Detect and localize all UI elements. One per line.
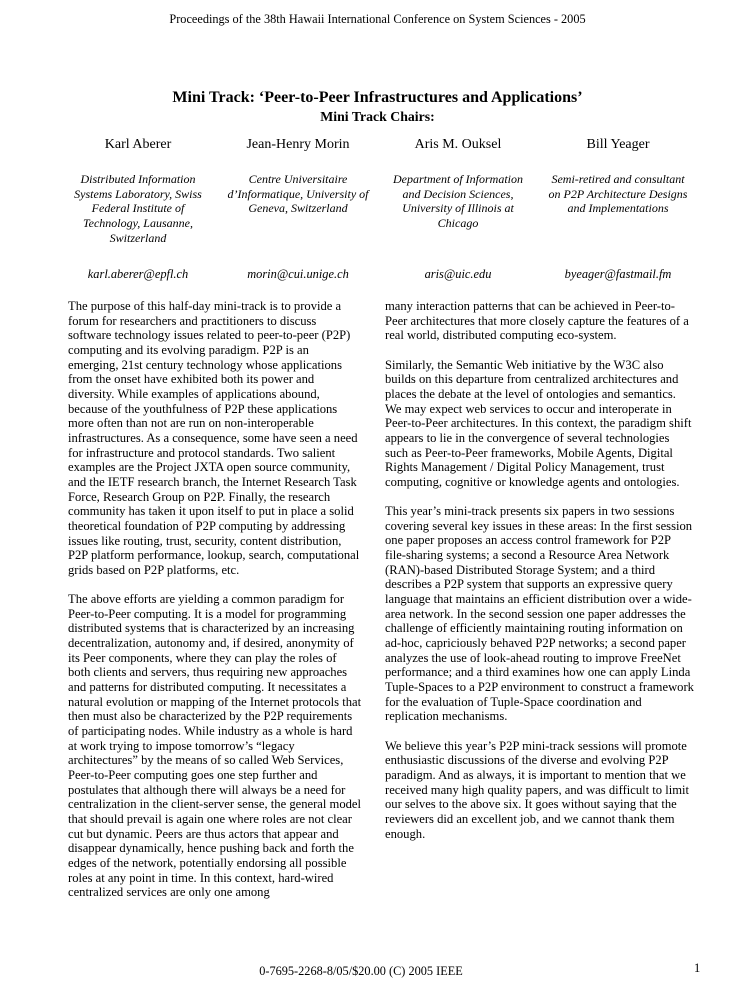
chairs-heading: Mini Track Chairs: [320,109,435,124]
chairs-section [58,137,698,282]
body-paragraph: This year’s mini-track presents six papers in two sessions covering several key issues in these areas: In the first session one paper proposes an access control framework for P2P file-sharing systems; a second a Resource Area Network (RAN)-based Distributed Storage System; and a third describes a P2P system that supports an expressive query language that maintains an efficient distribution over a wide-area network. In the second session one paper addresses the challenge of efficiently maintaining routing information on ad-hoc, capriciously behaved P2P networks; a second paper analyzes the use of look-ahead routing to improve FreeNet performance; and a third examines how one can apply Linda Tuple-Spaces to a P2P environment to construct a framework for the evaluation of Tuple-Space coordination and replication mechanisms. [385,504,694,724]
body-paragraph: The above efforts are yielding a common paradigm for Peer-to-Peer computing. It is a model for programming distributed systems that is characterized by an increasing decentralization, autonomy and, if desired, anonymity of its Peer components, where they can play the roles of both clients and servers, thus requiring new approaches and patterns for distributed computing. It necessitates a natural evolution or mapping of the Internet protocols that then must also be characterized by the P2P requirements of participating nodes. While industry as a whole is hard at work trying to impose tomorrow’s “legacy architectures” by the means of so called Web Services, Peer-to-Peer computing goes one step further and postulates that although there will always be a need for centralization in the client-server sense, the general model that should prevail is again one where roles are not clear cut but dynamic. Peers are thus actors that appear and disappear dynamically, hence pushing back and forth the edges of the network, potentially endorsing all possible roles at any point in time. In this context, hard-wired centralized services are only one among [68,592,362,900]
body-right-column [385,299,694,915]
body-text [68,299,694,915]
chair-affiliation: Distributed Information Systems Laboratory, Swiss Federal Institute of Technology, Lausanne, Switzerland [74,172,202,245]
body-paragraph: We believe this year’s P2P mini-track sessions will promote enthusiastic discussions of the diverse and evolving P2P paradigm. And as always, it is important to mention that we received many high quality papers, and was difficult to limit our selves to the above six. It goes without saying that the reviewers did an excellent job, and we cannot thank them enough. [385,738,690,841]
body-paragraph: The purpose of this half-day mini-track is to provide a forum for researchers and practitioners to discuss software technology issues related to peer-to-peer (P2P) computing and its evolving paradigm. P2P is an emerging, 21st century technology whose applications from the onset have exhibited both its power and diversity. While examples of applications abound, because of the youthfulness of P2P these applications more often than not are run on non-interoperable infrastructures. As a consequence, some have seen a need for infrastructure and protocol standards. Two salient examples are the Project JXTA open source community, and the IETF research branch, the Internet Research Task Force, Research Group on P2P. Finally, the research community has taken it upon itself to put in place a solid theoretical foundation of P2P computing by addressing issues like routing, trust, security, content distribution, P2P platform performance, lookup, search, computational grids based on P2P platforms, etc. [68,299,360,577]
chair-email: aris@uic.edu [424,267,492,281]
chair-email: karl.aberer@epfl.ch [87,267,189,281]
body-left-column [68,299,362,915]
chair-name: Jean-Henry Morin [246,137,350,152]
chair-name: Bill Yeager [586,137,650,152]
body-paragraph: Similarly, the Semantic Web initiative by the W3C also builds on this departure from centralized architectures and places the debate at the level of ontologies and semantics. We may expect web services to occur and interoperate in Peer-to-Peer architectures. In this context, the paradigm shift appears to lie in the convergence of several technologies such as Peer-to-Peer frameworks, Mobile Agents, Digital Rights Management / Digital Policy Management, trust computing, cognitive or knowledge agents and ontologies. [385,357,692,489]
chair-affiliation: Department of Information and Decision Sciences, University of Illinois at Chicago [393,172,523,231]
chair-name: Karl Aberer [104,137,172,152]
body-paragraph: many interaction patterns that can be achieved in Peer-to-Peer architectures that more closely capture the features of a real world, distributed computing eco-system. [385,299,689,343]
chair-affiliation: Semi-retired and consultant on P2P Architecture Designs and Implementations [548,172,688,216]
page-number: 1 [694,961,701,975]
chair-email: morin@cui.unige.ch [247,267,349,281]
chair-name: Aris M. Ouksel [414,137,502,152]
paper-title: Mini Track: ‘Peer-to-Peer Infrastructures and Applications’ [172,89,583,106]
proceedings-header: Proceedings of the 38th Hawaii International Conference on System Sciences - 2005 [169,12,586,26]
chair-email: byeager@fastmail.fm [564,267,672,281]
title-block [0,88,755,125]
chair-affiliation: Centre Universitaire d’Informatique, University of Geneva, Switzerland [227,172,369,216]
copyright-notice: 0-7695-2268-8/05/$20.00 (C) 2005 IEEE [259,964,463,978]
